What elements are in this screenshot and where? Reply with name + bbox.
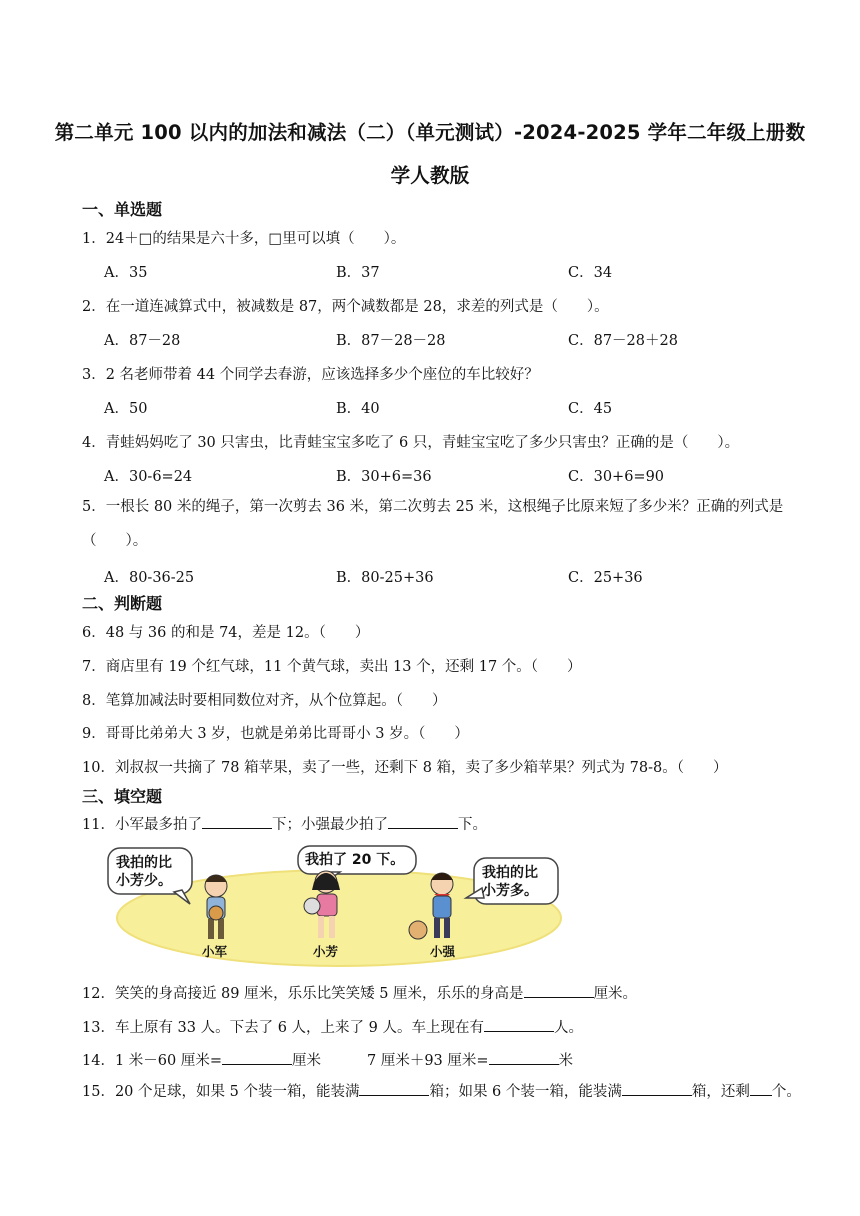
option-c: C．25+36 bbox=[568, 570, 643, 586]
bubble-right-line1: 我拍的比 bbox=[482, 865, 538, 881]
option-a: A．50 bbox=[104, 401, 148, 417]
question-11-text-1: 11．小军最多拍了 bbox=[82, 817, 202, 833]
section-heading-single-choice: 一、单选题 bbox=[82, 200, 163, 219]
option-a: A．87－28 bbox=[104, 333, 181, 349]
question-15-text-4: 个。 bbox=[771, 1084, 801, 1100]
answer-blank[interactable] bbox=[484, 1017, 554, 1032]
question-7: 7．商店里有 19 个红气球，11 个黄气球，卖出 13 个，还剩 17 个。（ ） bbox=[82, 659, 582, 675]
question-14-text-3: 7 厘米＋93 厘米= bbox=[367, 1053, 489, 1069]
option-c: C．87－28＋28 bbox=[568, 333, 678, 349]
section-heading-true-false: 二、判断题 bbox=[82, 594, 163, 613]
answer-blank[interactable] bbox=[388, 814, 458, 829]
question-12-text-1: 12．笑笑的身高接近 89 厘米，乐乐比笑笑矮 5 厘米，乐乐的身高是 bbox=[82, 986, 524, 1002]
question-11-text-2: 下；小强最少拍了 bbox=[271, 817, 388, 833]
question-4: 4．青蛙妈妈吃了 30 只害虫，比青蛙宝宝多吃了 6 只，青蛙宝宝吃了多少只害虫？正确的是（ ）。 bbox=[82, 435, 740, 451]
option-a: A．80-36-25 bbox=[104, 570, 195, 586]
bubble-text-right bbox=[482, 864, 538, 900]
answer-blank[interactable] bbox=[622, 1081, 692, 1096]
answer-blank[interactable] bbox=[359, 1081, 429, 1096]
option-b: B．30+6=36 bbox=[336, 469, 432, 485]
question-12-text-2: 厘米。 bbox=[593, 986, 638, 1002]
question-12 bbox=[82, 982, 812, 1003]
question-2: 2．在一道连减算式中，被减数是 87，两个减数都是 28，求差的列式是（ ）。 bbox=[82, 299, 609, 315]
question-13 bbox=[82, 1016, 812, 1037]
option-c: C．30+6=90 bbox=[568, 469, 665, 485]
document-title-line2: 学人教版 bbox=[390, 164, 470, 187]
option-a: A．30-6=24 bbox=[104, 469, 193, 485]
option-b: B．87－28－28 bbox=[336, 333, 446, 349]
question-14-text-4: 米 bbox=[558, 1053, 574, 1069]
question-9: 9．哥哥比弟弟大 3 岁，也就是弟弟比哥哥小 3 岁。（ ） bbox=[82, 726, 469, 742]
child-name-mid: 小芳 bbox=[313, 944, 339, 959]
answer-blank[interactable] bbox=[750, 1081, 772, 1096]
question-15-text-3: 箱，还剩 bbox=[691, 1084, 750, 1100]
option-c: C．45 bbox=[568, 401, 613, 417]
question-10: 10．刘叔叔一共摘了 78 箱苹果，卖了一些，还剩下 8 箱，卖了多少箱苹果？列式为 78-8。（ ） bbox=[82, 760, 728, 776]
question-11 bbox=[82, 813, 812, 834]
question-1: 1．24＋□的结果是六十多，□里可以填（ ）。 bbox=[82, 231, 406, 247]
question-13-text-2: 人。 bbox=[554, 1020, 584, 1036]
question-3: 3．2 名老师带着 44 个同学去春游，应该选择多少个座位的车比较好？ bbox=[82, 367, 539, 383]
question-15-text-1: 15．20 个足球，如果 5 个装一箱，能装满 bbox=[82, 1084, 360, 1100]
answer-blank[interactable] bbox=[524, 983, 594, 998]
question-11-text-3: 下。 bbox=[457, 817, 487, 833]
question-14-text-1: 14．1 米－60 厘米= bbox=[82, 1053, 222, 1069]
section-heading-fill-in: 三、填空题 bbox=[82, 787, 163, 806]
option-b: B．37 bbox=[336, 265, 380, 281]
answer-blank[interactable] bbox=[202, 814, 272, 829]
option-c: C．34 bbox=[568, 265, 613, 281]
answer-blank[interactable] bbox=[489, 1050, 559, 1065]
child-name-right: 小强 bbox=[430, 944, 456, 959]
answer-blank[interactable] bbox=[222, 1050, 292, 1065]
question-15-text-2: 箱；如果 6 个装一箱，能装满 bbox=[429, 1084, 622, 1100]
question-14 bbox=[82, 1049, 812, 1070]
child-name-left: 小军 bbox=[202, 944, 228, 959]
question-14-text-2: 厘米 bbox=[292, 1053, 321, 1069]
children-bouncing-balls-illustration bbox=[104, 838, 564, 968]
question-15 bbox=[82, 1075, 812, 1109]
bubble-left-line2: 小芳少。 bbox=[116, 873, 172, 889]
question-6: 6．48 与 36 的和是 74，差是 12。（ ） bbox=[82, 625, 370, 641]
bubble-right-line2: 小芳多。 bbox=[482, 883, 538, 899]
bubble-left-line1: 我拍的比 bbox=[116, 855, 172, 871]
bubble-text-mid: 我拍了 20 下。 bbox=[305, 852, 405, 868]
bubble-text-left bbox=[116, 854, 172, 890]
question-5: 5．一根长 80 米的绳子，第一次剪去 36 米，第二次剪去 25 米，这根绳子比原来短了多少米？正确的列式是（ ）。 bbox=[82, 499, 784, 549]
question-8: 8．笔算加减法时要相同数位对齐，从个位算起。（ ） bbox=[82, 693, 447, 709]
option-a: A．35 bbox=[104, 265, 148, 281]
document-title-line1: 第二单元 100 以内的加法和减法（二）（单元测试）-2024-2025 学年二年级上册数 bbox=[54, 121, 806, 144]
option-b: B．80-25+36 bbox=[336, 570, 434, 586]
question-13-text-1: 13．车上原有 33 人。下去了 6 人，上来了 9 人。车上现在有 bbox=[82, 1020, 485, 1036]
option-b: B．40 bbox=[336, 401, 380, 417]
